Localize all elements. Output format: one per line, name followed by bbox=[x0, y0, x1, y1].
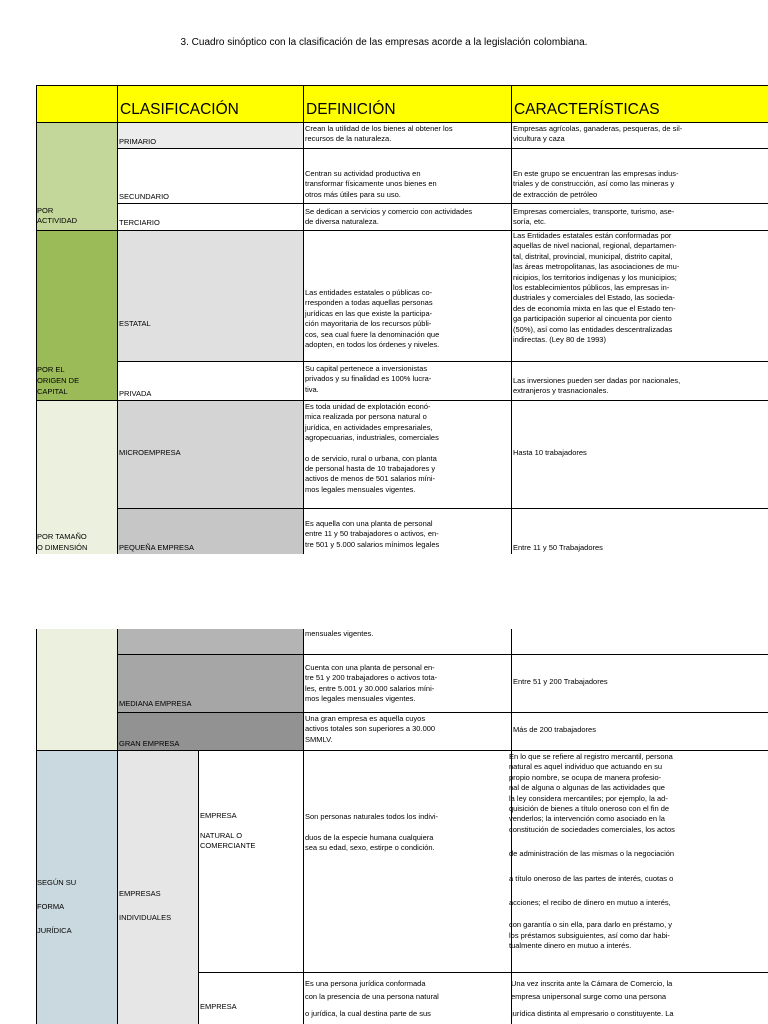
def-secundario: Centran su actividad productiva en transformar físicamente unos bienes en otros más útiles para su uso. bbox=[305, 169, 437, 199]
feat-terciario: Empresas comerciales, transporte, turismo, ase- soría, etc. bbox=[513, 207, 675, 227]
row-estatal-bg bbox=[117, 230, 303, 361]
row-pequena-label: PEQUEÑA EMPRESA bbox=[119, 543, 195, 552]
feat-micro: Hasta 10 trabajadores bbox=[513, 448, 587, 457]
header-clasificacion: CLASIFICACIÓN bbox=[120, 101, 239, 118]
page-title: 3. Cuadro sinóptico con la clasificación de las empresas acorde a la legislación colombiana. bbox=[180, 37, 588, 48]
row-privada-label: PRIVADA bbox=[119, 389, 152, 398]
feat-gran: Más de 200 trabajadores bbox=[513, 725, 596, 734]
group-tamano-bg-2 bbox=[36, 629, 117, 750]
row-micro-label: MICROEMPRESA bbox=[119, 448, 181, 457]
group-origen-label: POR EL ORIGEN DE CAPITAL bbox=[37, 365, 80, 396]
page-break bbox=[0, 554, 768, 629]
row-unipersonal-sublabel: EMPRESA bbox=[200, 1002, 237, 1011]
row-terciario-label: TERCIARIO bbox=[119, 218, 160, 227]
feat-mediana: Entre 51 y 200 Trabajadores bbox=[513, 677, 608, 686]
def-primario: Crean la utilidad de los bienes al obtener los recursos de la naturaleza. bbox=[305, 124, 453, 144]
def-privada: Su capital pertenece a inversionistas privados y su finalidad es 100% lucra- tiva. bbox=[305, 364, 432, 394]
header-definicion: DEFINICIÓN bbox=[306, 101, 396, 118]
def-pequena-cont: mensuales vigentes. bbox=[305, 629, 374, 638]
def-pequena: Es aquella con una planta de personal entre 11 y 50 trabajadores o activos, en- tre 501 y 5.000 salarios mínimos legales bbox=[305, 519, 440, 549]
group-juridica-label: SEGÚN SU FORMA JURÍDICA bbox=[37, 878, 77, 935]
row-secundario-label: SECUNDARIO bbox=[119, 192, 170, 201]
group-tamano-label: POR TAMAÑO O DIMENSIÓN bbox=[37, 532, 88, 552]
feat-primario: Empresas agrícolas, ganaderas, pesqueras, de sil- vicultura y caza bbox=[513, 124, 683, 144]
feat-privada: Las inversiones pueden ser dadas por nacionales, extranjeros y trasnacionales. bbox=[513, 376, 681, 396]
row-gran-label: GRAN EMPRESA bbox=[119, 739, 180, 748]
feat-natural: En lo que se refiere al registro mercantil, persona natural es aquel individuo que actuando en su propio nombre, se ocupa de manera profesio- nal de alguna o algunas de las actividades que la ley considera mercantiles; por ejemplo, la ad- quisición de bienes a título oneroso con el fin de venderlos; la intervención como asociado en la constitución de sociedades comerciales, los actos de administración de las mismas o la negociación a título oneroso de las partes de interés, cuotas o acciones; el recibo de dinero en mutuo a interés, con garantía o sin ella, para darlo en préstamo, y los préstamos subsiguientes, así como dar habi- tualmente dinero en mutuo a interés. bbox=[509, 752, 675, 951]
row-pequena-bg-2 bbox=[117, 629, 303, 654]
feat-estatal: Las Entidades estatales están conformadas por aquellas de nivel nacional, regional, departamen- tal, distrital, provincial, municipal, distrito capital, las áreas metropolitanas, las asociaciones de mu- nicipios, los territorios indígenas y los municipios; los establecimientos públicos, las empresas in- dustriales y comerciales del Estado, las socieda- des de economía mixta en las que el Estado ten- ga participación superior al cincuenta por ciento (50%), así como las entidades descentralizadas indirectas. (Ley 80 de 1993) bbox=[513, 231, 680, 345]
feat-secundario: En este grupo se encuentran las empresas indus- triales y de construcción, así como las mineras y de extracción de petróleo bbox=[513, 169, 679, 199]
def-terciario: Se dedican a servicios y comercio con actividades de diversa naturaleza. bbox=[305, 207, 473, 227]
def-unipersonal: Es una persona jurídica conformada con la presencia de una persona natural o jurídica, la cual destina parte de sus bbox=[305, 979, 439, 1018]
def-natural: Son personas naturales todos los indivi- duos de la especie humana cualquiera sea su edad, sexo, estirpe o condición. bbox=[305, 812, 438, 852]
row-natural-sublabel: EMPRESA NATURAL O COMERCIANTE bbox=[200, 811, 256, 851]
group-actividad-label: POR ACTIVIDAD bbox=[37, 206, 78, 226]
row-individuales-label: EMPRESAS INDIVIDUALES bbox=[119, 889, 172, 922]
row-primario-label: PRIMARIO bbox=[119, 137, 157, 146]
row-mediana-label: MEDIANA EMPRESA bbox=[119, 699, 192, 708]
feat-pequena: Entre 11 y 50 Trabajadores bbox=[513, 543, 603, 552]
def-gran: Una gran empresa es aquella cuyos activos totales son superiores a 30.000 SMMLV. bbox=[305, 714, 436, 744]
def-mediana: Cuenta con una planta de personal en- tre 51 y 200 trabajadores o activos tota- les, entre 5.001 y 30.000 salarios míni- mos legales mensuales vigentes. bbox=[305, 663, 438, 704]
def-estatal: Las entidades estatales o públicas co- rresponden a todas aquellas personas jurídicas en las que existe la participa- ción mayoritaria de los recursos públi- cos, sea cual fuere la denominación que adopten, en todos los órdenes y niveles. bbox=[305, 288, 440, 350]
feat-unipersonal: Una vez inscrita ante la Cámara de Comercio, la empresa unipersonal surge como una persona jurídica distinta al empresario o constituyente. La bbox=[511, 979, 674, 1018]
def-micro: Es toda unidad de explotación econó- mica realizada por persona natural o jurídica, en actividades empresariales, agropecuarias, industriales, comerciales o de servicio, rural o urbana, con planta de personal hasta de 10 trabajadores y activos de menos de 501 salarios míni- mos legales mensuales vigentes. bbox=[305, 402, 439, 494]
row-estatal-label: ESTATAL bbox=[119, 319, 151, 328]
header-caracteristicas: CARACTERÍSTICAS bbox=[514, 101, 660, 118]
